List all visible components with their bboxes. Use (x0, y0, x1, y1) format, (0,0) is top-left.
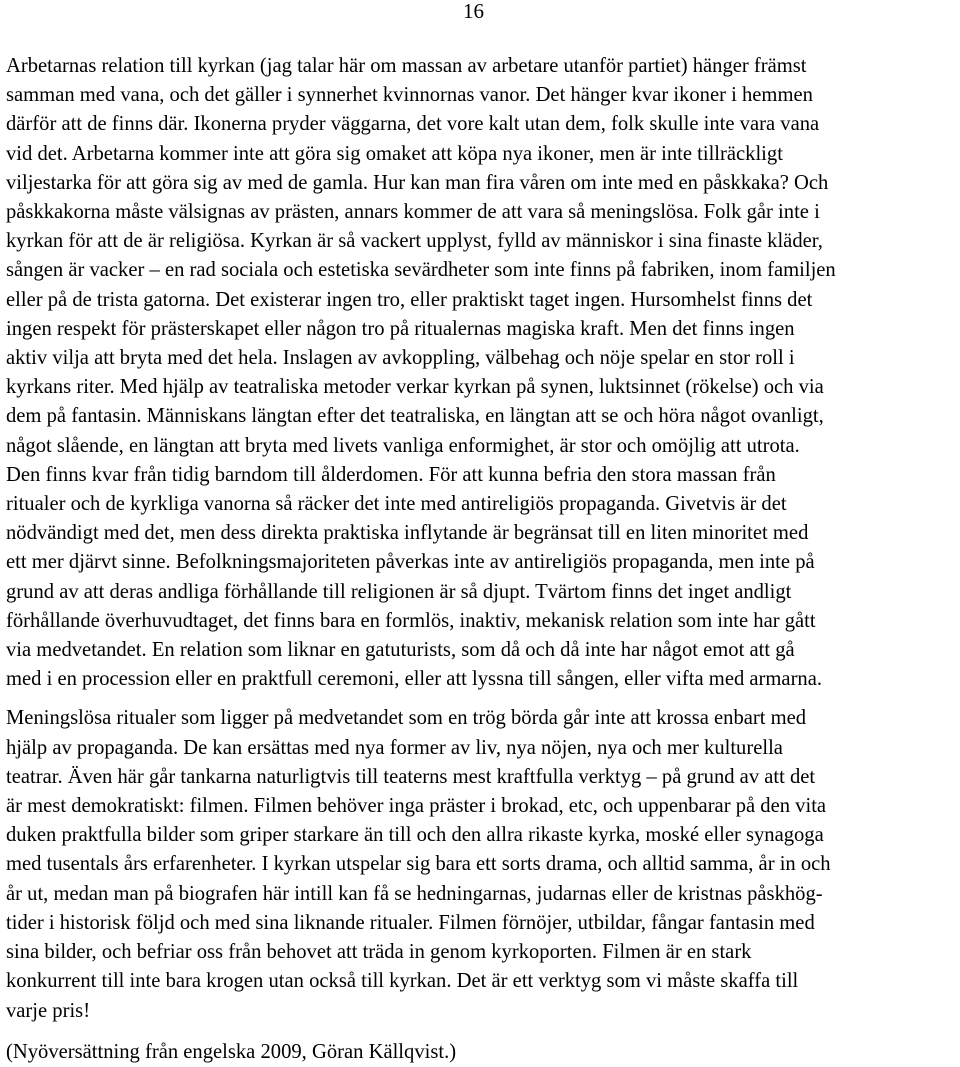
text-line: nödvändigt med det, men dess direkta praktiska inflytande är begränsat till en liten minoritet med (6, 522, 809, 545)
text-line: sina bilder, och befriar oss från behovet att träda in genom kyrkoporten. Filmen är en stark (6, 941, 752, 964)
text-line: teatrar. Även här går tankarna naturligtvis till teaterns mest kraftfulla verktyg – på grund av att det (6, 765, 816, 788)
text-line: dem på fantasin. Människans längtan efter det teatraliska, en längtan att se och höra något ovanligt, (6, 405, 824, 428)
text-line: hjälp av propaganda. De kan ersättas med nya former av liv, nya nöjen, nya och mer kulturella (6, 736, 783, 759)
text-line: via medvetandet. En relation som liknar en gatuturists, som då och då inte har något emot att gå (6, 639, 795, 662)
body-text (6, 52, 956, 1067)
text-line: vid det. Arbetarna kommer inte att göra sig omaket att köpa nya ikoner, men är inte tillräckligt (6, 142, 783, 165)
paragraph-1 (6, 52, 956, 694)
text-line: viljestarka för att göra sig av med de gamla. Hur kan man fira våren om inte med en påskkaka? Och (6, 171, 829, 194)
text-line: varje pris! (6, 999, 91, 1022)
text-line: kyrkans riter. Med hjälp av teatraliska metoder verkar kyrkan på synen, luktsinnet (rökelse) och via (6, 376, 824, 399)
text-line: ett mer djärvt sinne. Befolkningsmajoriteten påverkas inte av antireligiös propaganda, men inte på (6, 551, 815, 574)
text-line: påskkakorna måste välsignas av prästen, annars kommer de att vara så meningslösa. Folk går inte i (6, 201, 820, 224)
text-line: samman med vana, och det gäller i synnerhet kvinnornas vanor. Det hänger kvar ikoner i hemmen (6, 84, 813, 107)
text-line: kyrkan för att de är religiösa. Kyrkan är så vackert upplyst, fylld av människor i sina finaste kläder, (6, 230, 823, 253)
text-line: ritualer och de kyrkliga vanorna så räcker det inte med antireligiös propaganda. Givetvis är det (6, 493, 787, 516)
text-line: aktiv vilja att bryta med det hela. Inslagen av avkoppling, välbehag och nöje spelar en stor roll i (6, 347, 795, 370)
text-line: ingen respekt för prästerskapet eller någon tro på ritualernas magiska kraft. Men det finns ingen (6, 317, 795, 340)
text-line: tider i historisk följd och med sina liknande ritualer. Filmen förnöjer, utbildar, fångar fantasin med (6, 911, 815, 934)
text-line: Meningslösa ritualer som ligger på medvetandet som en trög börda går inte att krossa enbart med (6, 707, 807, 730)
text-line: förhållande överhuvudtaget, det finns bara en formlös, inaktiv, mekanisk relation som inte har gått (6, 609, 816, 632)
text-line: därför att de finns där. Ikonerna pryder väggarna, det vore kalt utan dem, folk skulle inte vara vana (6, 113, 820, 136)
paragraph-2 (6, 704, 956, 1025)
text-line: med i en procession eller en praktfull ceremoni, eller att lyssna till sången, eller vifta med armarna. (6, 668, 823, 691)
text-line: något slående, en längtan att bryta med livets vanliga enformighet, är stor och omöjlig att utrota. (6, 434, 800, 457)
text-line: år ut, medan man på biografen här intill kan få se hedningarnas, judarnas eller de kristnas påskhög- (6, 882, 823, 905)
text-line: Arbetarnas relation till kyrkan (jag talar här om massan av arbetare utanför partiet) hänger främst (6, 55, 807, 77)
text-line: grund av att deras andliga förhållande till religionen är så djupt. Tvärtom finns det inget andligt (6, 580, 792, 603)
page-number: 16 (463, 0, 484, 23)
text-line: konkurrent till inte bara krogen utan också till kyrkan. Det är ett verktyg som vi måste skaffa till (6, 970, 799, 993)
text-line: duken praktfulla bilder som griper starkare än till och den allra rikaste kyrka, moské eller synagoga (6, 824, 824, 847)
text-line: är mest demokratiskt: filmen. Filmen behöver inga präster i brokad, etc, och uppenbarar på den vita (6, 795, 827, 818)
text-line: Den finns kvar från tidig barndom till ålderdomen. För att kunna befria den stora massan från (6, 463, 776, 486)
text-line: med tusentals års erfarenheter. I kyrkan utspelar sig bara ett sorts drama, och alltid samma, år in och (6, 853, 831, 876)
text-line: sången är vacker – en rad sociala och estetiska sevärdheter som inte finns på fabriken, inom familjen (6, 259, 836, 282)
text-line: eller på de trista gatorna. Det existerar ingen tro, eller praktiskt taget ingen. Hursomhelst finns det (6, 288, 813, 311)
translation-credit: (Nyöversättning från engelska 2009, Göran Källqvist.) (6, 1040, 457, 1063)
